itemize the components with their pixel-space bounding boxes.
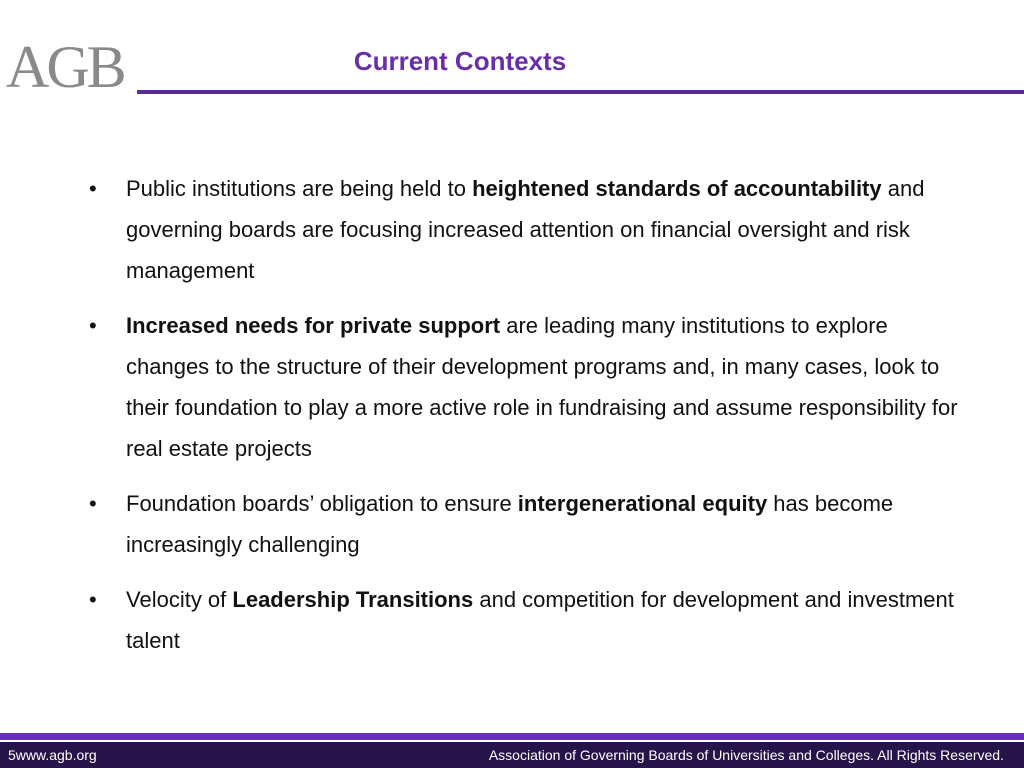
footer-accent-rule (0, 733, 1024, 740)
footer-copyright: Association of Governing Boards of Universities and Colleges. All Rights Reserved. (488, 747, 1004, 763)
bullet-segment: Foundation boards’ obligation to ensure (126, 491, 518, 516)
bullet-item (86, 579, 976, 661)
bullet-segment: Public institutions are being held to (126, 176, 473, 201)
bullet-text (126, 483, 976, 565)
bullet-list (86, 168, 976, 675)
bullet-point-icon: • (89, 176, 97, 201)
bullet-segment: and governing boards are focusing increased attention on financial oversight and risk management (126, 176, 925, 283)
bullet-text (126, 305, 976, 469)
bullet-point-icon: • (89, 587, 97, 612)
bullet-emphasis: Increased needs for private support (126, 313, 501, 338)
bullet-emphasis: Leadership Transitions (232, 587, 474, 612)
bullet-item (86, 483, 976, 565)
bullet-segment: Velocity of (126, 587, 233, 612)
bullet-point-icon: • (89, 313, 97, 338)
footer-bar (0, 742, 1024, 768)
bullet-emphasis: heightened standards of accountability (472, 176, 882, 201)
bullet-item (86, 168, 976, 291)
bullet-emphasis: intergenerational equity (517, 491, 768, 516)
slide-title: Current Contexts (353, 46, 567, 76)
bullet-segment: and competition for development and investment talent (126, 587, 954, 653)
bullet-segment: are leading many institutions to explore changes to the structure of their development programs and, in many cases, look to their foundation to play a more active role in fundraising and assume responsibility for real estate projects (126, 313, 958, 461)
bullet-text (126, 579, 976, 661)
bullet-point-icon: • (89, 491, 97, 516)
bullet-segment: has become increasingly challenging (126, 491, 894, 557)
agb-logo: AGB (6, 34, 124, 100)
bullet-item (86, 305, 976, 469)
bullet-text (126, 168, 976, 291)
header-divider (137, 90, 1024, 94)
footer-website: 5www.agb.org (8, 747, 97, 763)
